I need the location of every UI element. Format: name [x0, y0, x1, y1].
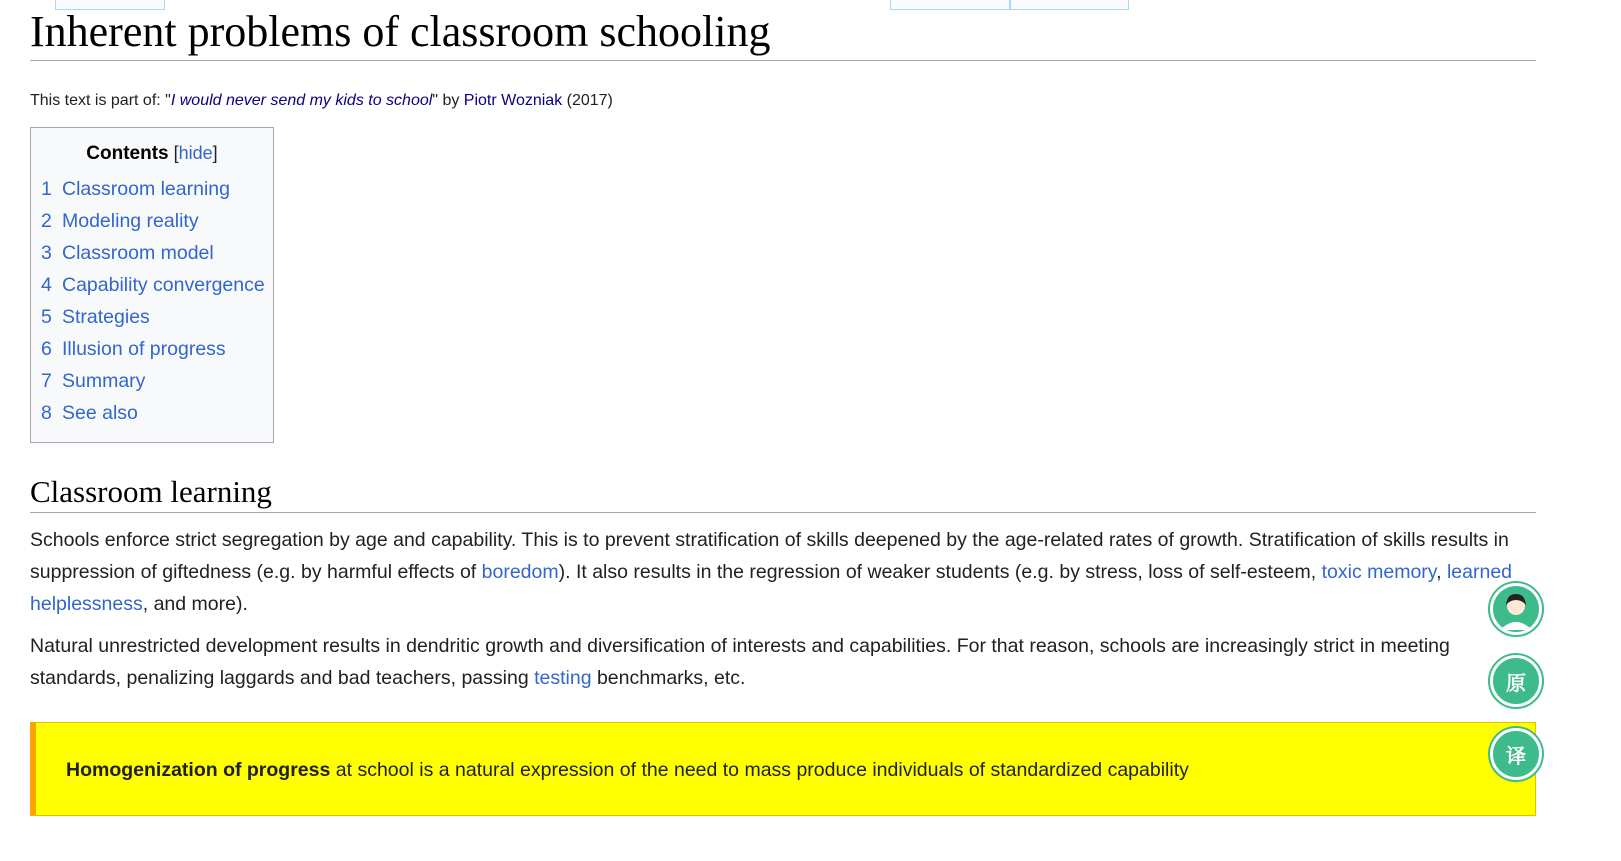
toc-link[interactable]: See also [62, 402, 138, 424]
source-note: This text is part of: "I would never send my kids to school" by Piotr Wozniak (2017) [30, 92, 613, 109]
toc-link[interactable]: Classroom learning [62, 178, 230, 200]
toc-list [41, 173, 265, 429]
page-title: Inherent problems of classroom schooling [30, 6, 1536, 61]
translate-icon: 译 [1506, 743, 1526, 768]
toc-item-classroom-learning[interactable]: 1 Classroom learning [41, 178, 230, 200]
toc-title: Contents [86, 143, 169, 164]
link-testing[interactable]: testing [534, 667, 592, 689]
toc-link[interactable]: Summary [62, 370, 146, 392]
highlight-text: Homogenization of progress at school is a natural expression of the need to mass produce individuals of standardized capability [66, 759, 1189, 781]
link-learned-helplessness[interactable]: learned helplessness [30, 561, 1513, 615]
user-avatar-icon [1493, 586, 1539, 632]
toc-item-capability-convergence[interactable]: 4 Capability convergence [41, 274, 265, 296]
toc-link[interactable]: Capability convergence [62, 274, 265, 296]
toc-item-modeling-reality[interactable]: 2 Modeling reality [41, 210, 199, 232]
toc-link[interactable]: Strategies [62, 306, 150, 328]
toc-item-see-also[interactable]: 8 See also [41, 402, 138, 424]
original-text-button[interactable] [1490, 655, 1542, 707]
toc-item-illusion-of-progress[interactable]: 6 Illusion of progress [41, 338, 226, 360]
paragraph-2: Natural unrestricted development results in dendritic growth and diversification of interests and capabilities. For that reason, schools are increasingly strict in meeting standards, penalizing laggards and bad teachers, passing testing benchmarks, etc. [30, 635, 1450, 689]
link-toxic-memory[interactable]: toxic memory [1321, 561, 1437, 583]
toc-item-strategies[interactable]: 5 Strategies [41, 306, 150, 328]
toc-link[interactable]: Illusion of progress [62, 338, 226, 360]
toc-header: Contents [hide] [86, 143, 218, 164]
highlight-box [30, 722, 1536, 816]
toc-hide-toggle[interactable]: hide [178, 143, 213, 163]
avatar-button[interactable] [1490, 583, 1542, 635]
section-heading: Classroom learning [30, 473, 1536, 513]
toc-item-classroom-model[interactable]: 3 Classroom model [41, 242, 214, 264]
book-link[interactable]: I would never send my kids to school [170, 92, 433, 109]
toc-item-summary[interactable]: 7 Summary [41, 370, 146, 392]
translate-button[interactable] [1490, 728, 1542, 780]
toc-link[interactable]: Classroom model [62, 242, 214, 264]
original-icon: 原 [1506, 670, 1526, 695]
table-of-contents [30, 127, 274, 443]
link-boredom[interactable]: boredom [481, 561, 559, 583]
paragraph-1: Schools enforce strict segregation by age and capability. This is to prevent stratification of skills deepened by the age-related rates of growth. Stratification of skills results in suppression of giftedness (e.g. by harmful effects of boredom). It also results in the regression of weaker students (e.g. by stress, loss of self-esteem, toxic memory, learned helplessness, and more). [30, 529, 1513, 615]
author-link[interactable]: Piotr Wozniak [463, 92, 563, 109]
toc-link[interactable]: Modeling reality [62, 210, 199, 232]
